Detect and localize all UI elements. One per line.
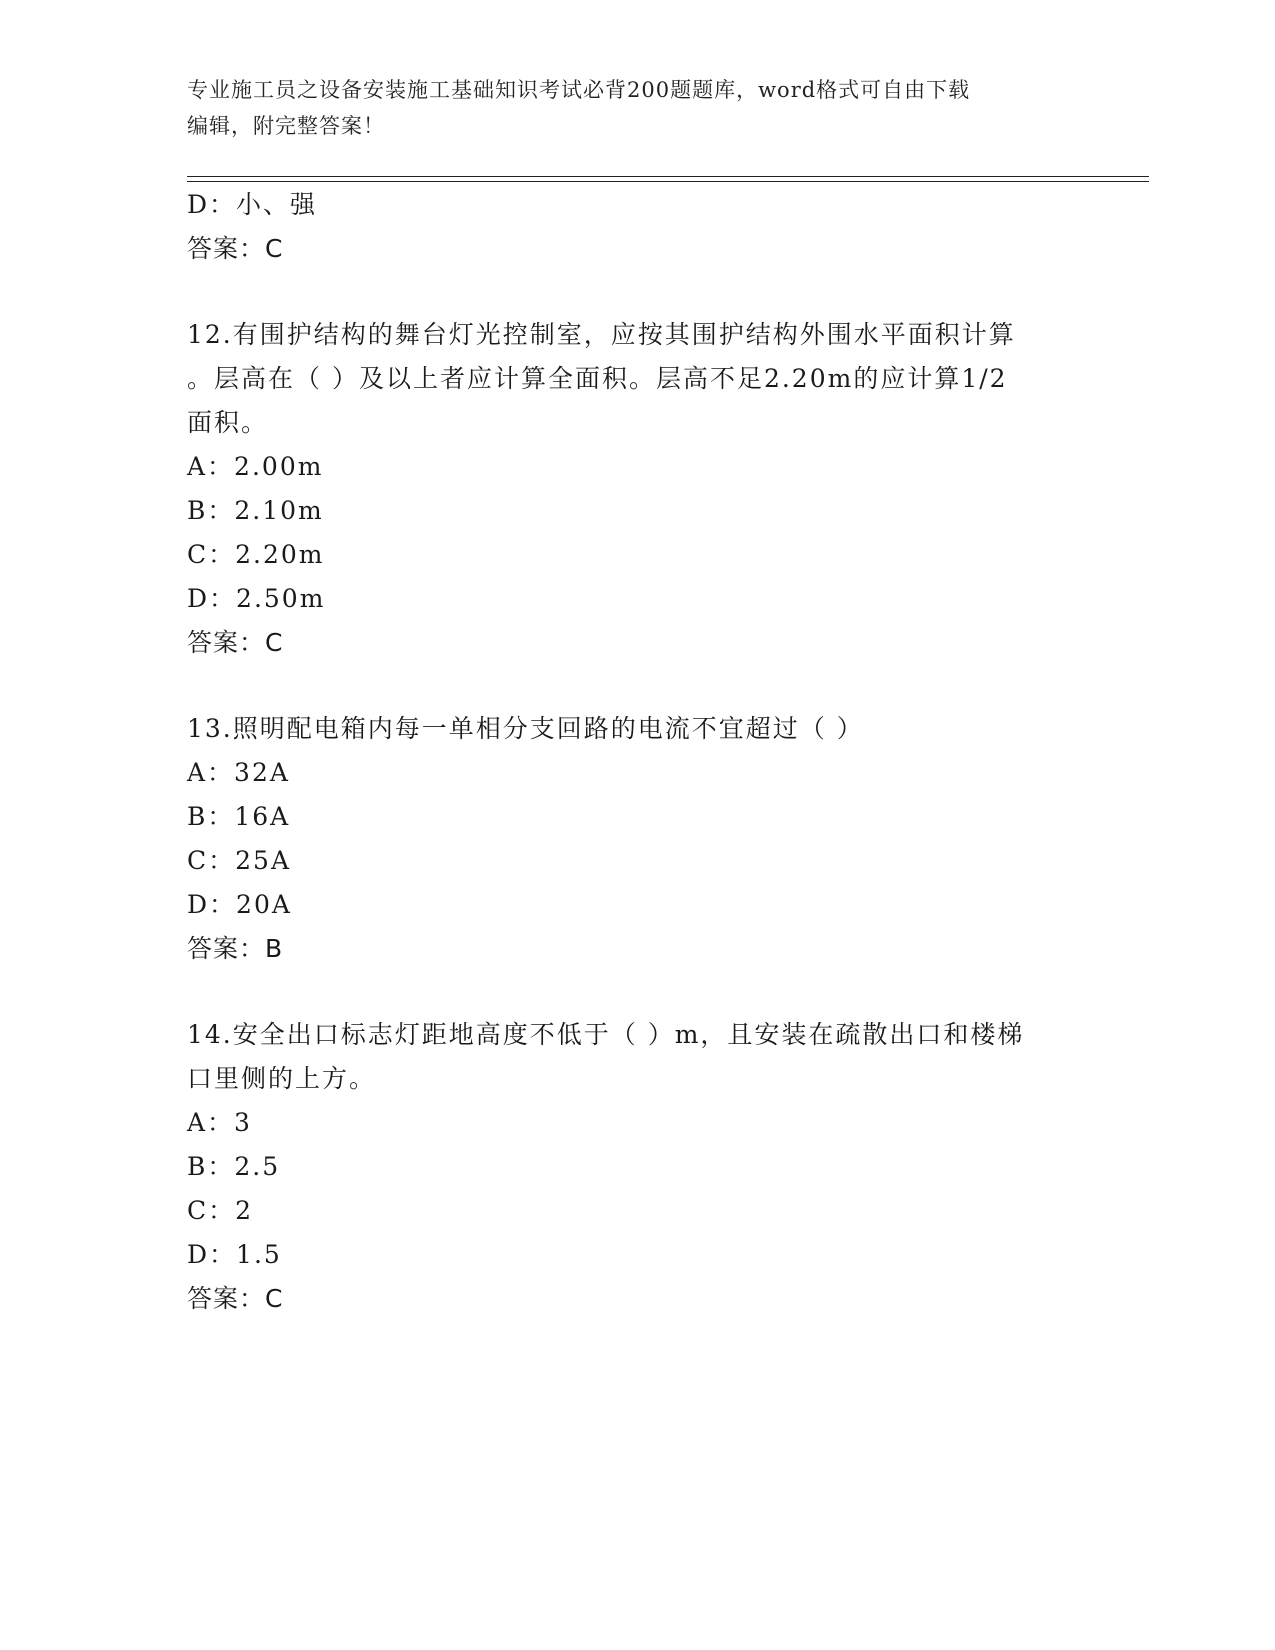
question-14-option-a: A：3 (187, 1108, 252, 1137)
question-14-answer: 答案：C (187, 1284, 284, 1313)
question-12-stem-line-1: 12.有围护结构的舞台灯光控制室，应按其围护结构外围水平面积计算 (187, 320, 1016, 349)
question-13-option-d: D：20A (187, 890, 292, 919)
header-line-2: 编辑，附完整答案！ (187, 114, 385, 138)
question-12-option-a: A：2.00m (187, 452, 324, 481)
question-12-option-d: D：2.50m (187, 584, 326, 613)
question-13-option-a: A：32A (187, 758, 290, 787)
question-12-answer: 答案：C (187, 628, 284, 657)
question-12-stem-line-2: 。层高在（ ）及以上者应计算全面积。层高不足2.20m的应计算1/2 (187, 364, 1008, 393)
prev-option-d: D：小、强 (187, 190, 318, 219)
question-13-answer: 答案：B (187, 934, 284, 963)
header-line-1: 专业施工员之设备安装施工基础知识考试必背200题题库，word格式可自由下载 (187, 78, 971, 102)
question-14-option-d: D：1.5 (187, 1240, 282, 1269)
question-14-stem-line-2: 口里侧的上方。 (187, 1064, 377, 1093)
prev-answer: 答案：C (187, 234, 284, 263)
question-14-option-b: B：2.5 (187, 1152, 281, 1181)
question-14-stem-line-1: 14.安全出口标志灯距地高度不低于（ ）m，且安装在疏散出口和楼梯 (187, 1020, 1025, 1049)
question-12-option-b: B：2.10m (187, 496, 324, 525)
question-13-option-b: B：16A (187, 802, 291, 831)
question-12-option-c: C：2.20m (187, 540, 325, 569)
header-divider-bottom (187, 181, 1149, 182)
question-13-stem-line-1: 13.照明配电箱内每一单相分支回路的电流不宜超过（ ） (187, 714, 864, 743)
header-divider-top (187, 176, 1149, 177)
question-12-stem-line-3: 面积。 (187, 408, 269, 437)
question-14-option-c: C：2 (187, 1196, 254, 1225)
question-13-option-c: C：25A (187, 846, 291, 875)
document-header (187, 72, 1067, 144)
